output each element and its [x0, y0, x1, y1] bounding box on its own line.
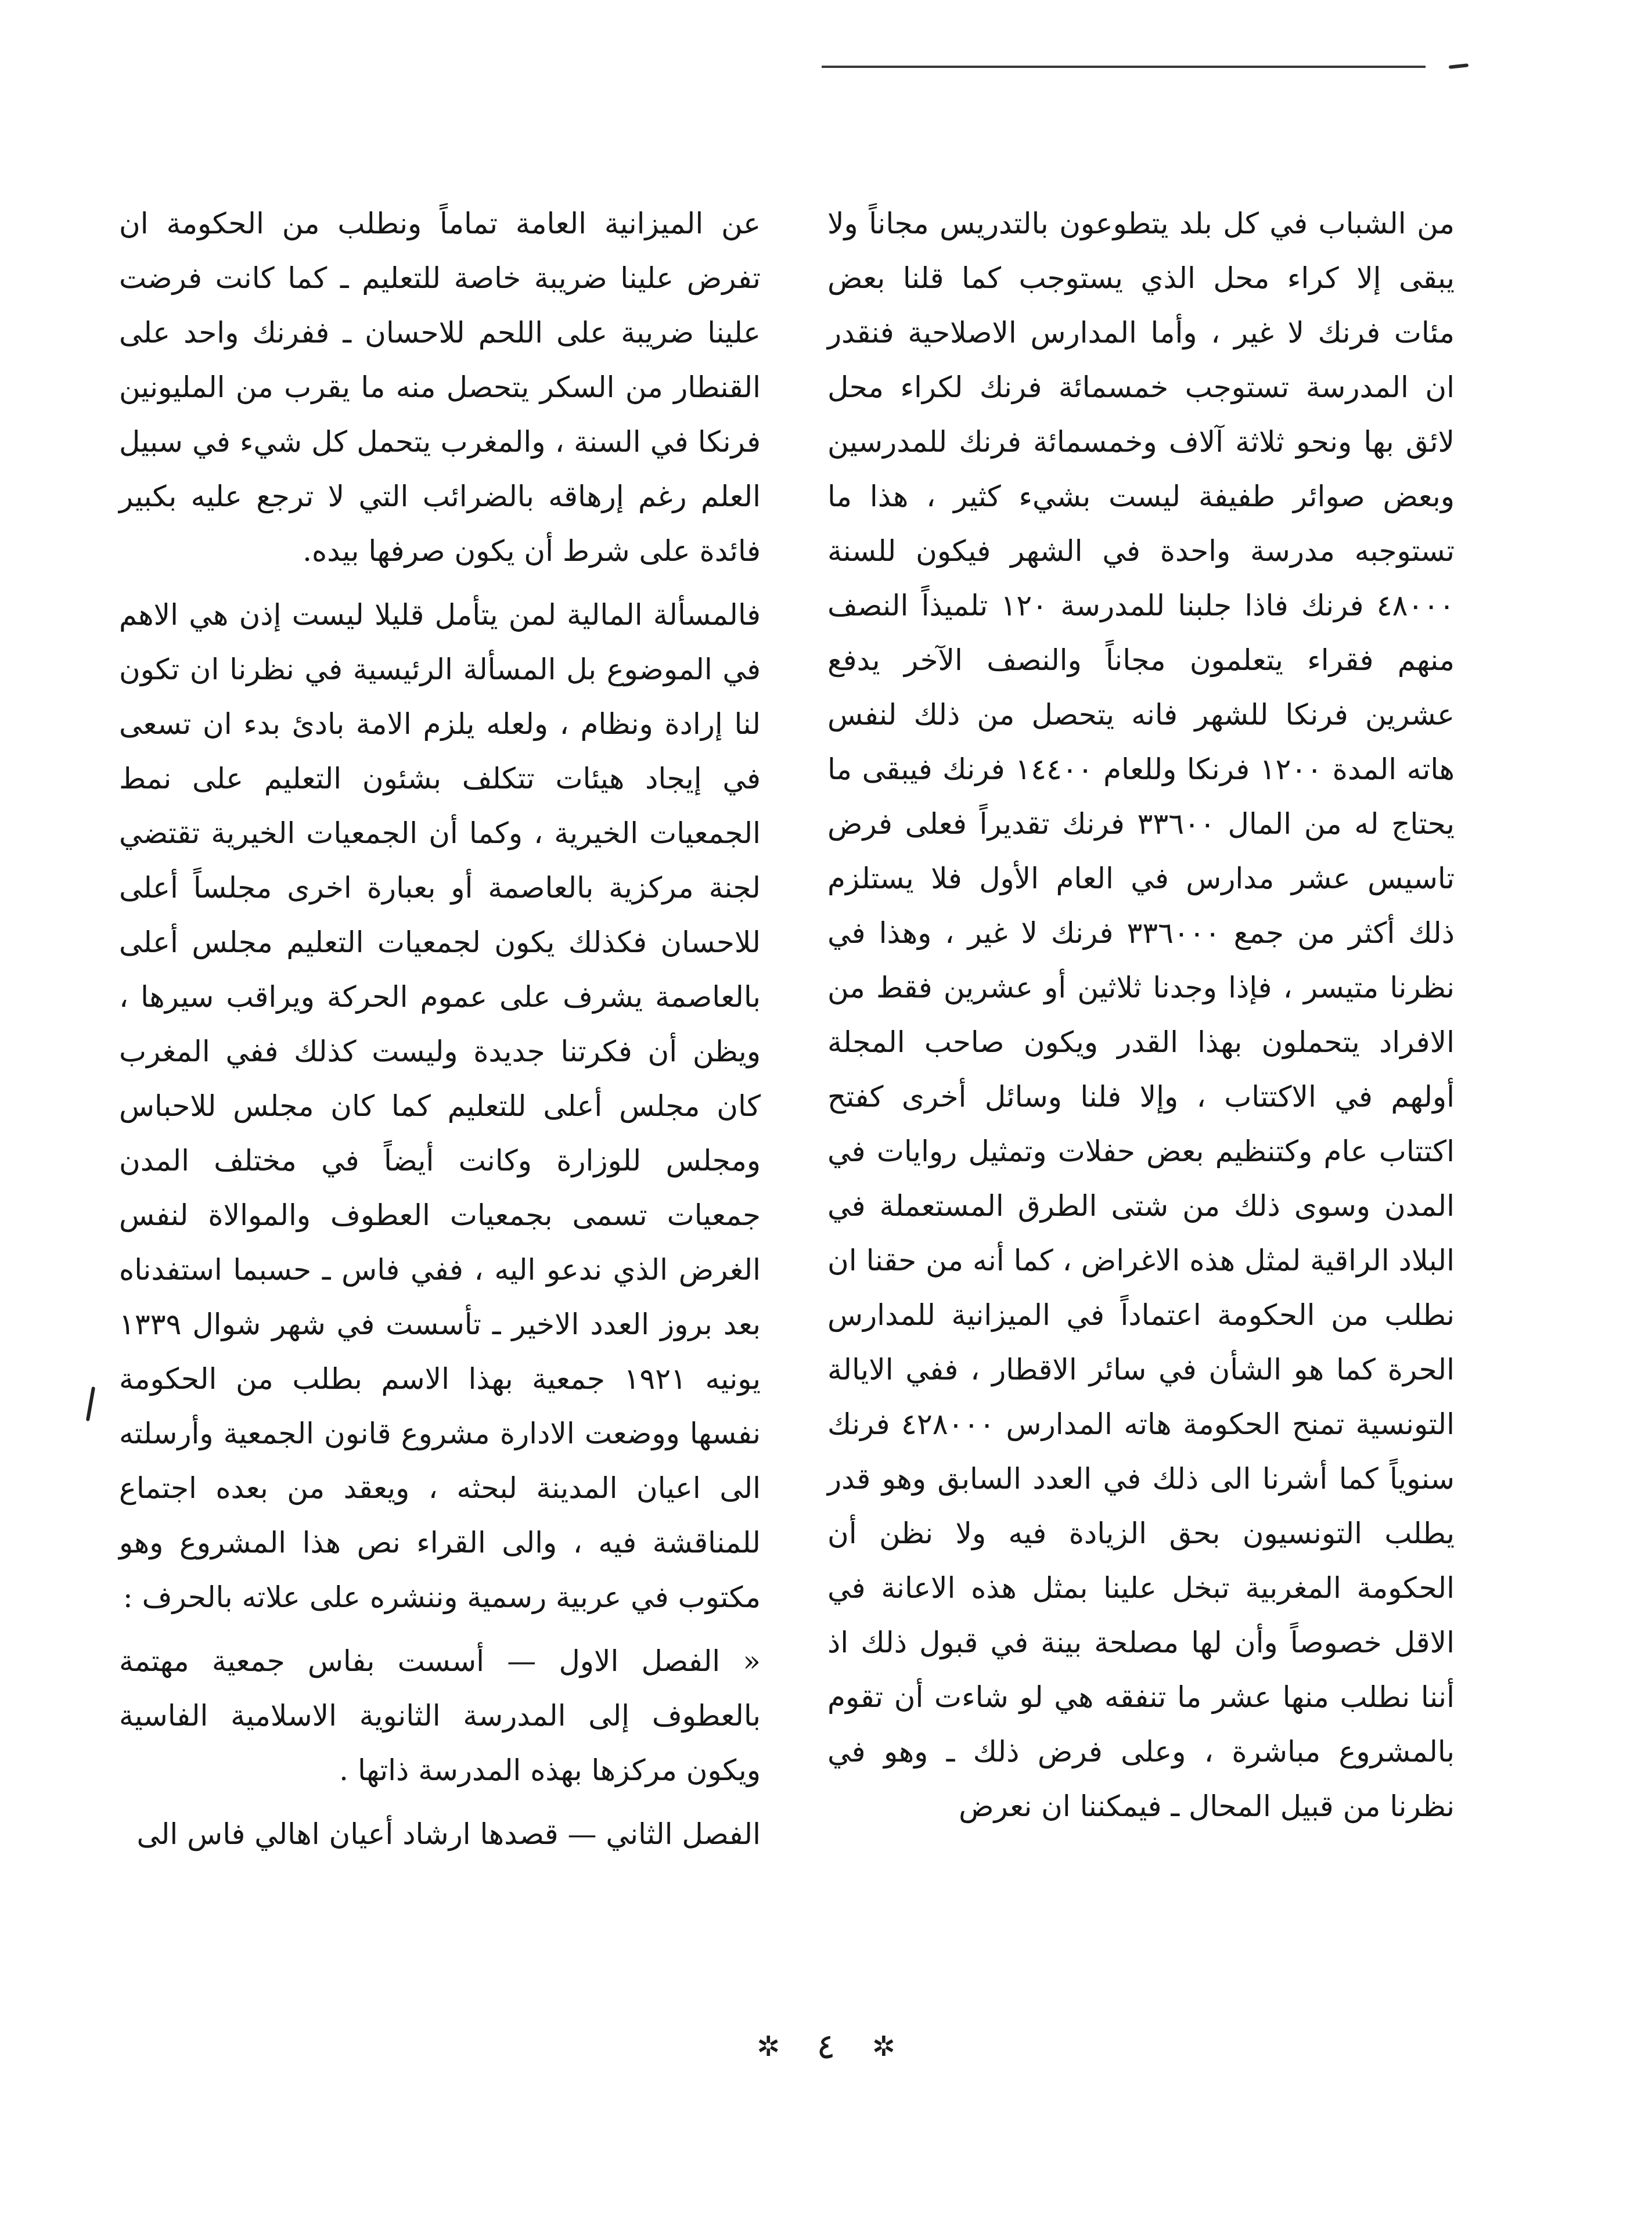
paragraph: « الفصل الاول — أسست بفاس جمعية مهتمة بالعطوف إلى المدرسة الثانوية الاسلامية الفاسية ويكون مركزها بهذه المدرسة ذاتها . [119, 1644, 761, 1787]
ornament-star-icon: ✲ [757, 2030, 780, 2063]
page-footer [0, 2022, 1652, 2070]
paragraph: من الشباب في كل بلد يتطوعون بالتدريس مجاناً ولا يبقى إلا كراء محل الذي يستوجب كما قلنا بعض مئات فرنك لا غير ، وأما المدارس الاصلاحية فنقدر ان المدرسة تستوجب خمسمائة فرنك لكراء محل لائق بها ونحو ثلاثة آلاف وخمسمائة فرنك للمدرسين وبعض صوائر طفيفة ليست بشيء كثير ، هذا ما تستوجبه مدرسة واحدة في الشهر فيكون للسنة ٤٨٠٠٠ فرنك فاذا جلبنا للمدرسة ١٢٠ تلميذاً النصف منهم فقراء يتعلمون مجاناً والنصف الآخر يدفع عشرين فرنكا للشهر فانه يتحصل من ذلك لنفس هاته المدة ١٢٠٠ فرنكا وللعام ١٤٤٠٠ فرنك فيبقى ما يحتاج له من المال ٣٣٦٠٠ فرنك تقديراً فعلى فرض تاسيس عشر مدارس في العام الأول فلا يستلزم ذلك أكثر من جمع ٣٣٦٠٠٠ فرنك لا غير ، وهذا في نظرنا متيسر ، فإذا وجدنا ثلاثين أو عشرين فقط من الافراد يتحملون بهذا القدر ويكون صاحب المجلة أولهم في الاكتتاب ، وإلا فلنا وسائل أخرى كفتح اكتتاب عام وكتنظيم بعض حفلات وتمثيل روايات في المدن وسوى ذلك من شتى الطرق المستعملة في البلاد الراقية لمثل هذه الاغراض ، كما أنه من حقنا ان نطلب من الحكومة اعتماداً في الميزانية للمدارس الحرة كما هو الشأن في سائر الاقطار ، ففي الايالة التونسية تمنح الحكومة هاته المدارس ٤٢٨٠٠٠ فرنك سنوياً كما أشرنا الى ذلك في العدد السابق وهو قدر يطلب التونسيون بحق الزيادة فيه ولا نظن أن الحكومة المغربية تبخل علينا بمثل هذه الاعانة في الاقل خصوصاً وأن لها مصلحة بينة في قبول ذلك اذ أننا نطلب منها عشر ما تنفقه هي لو شاءت أن تقوم بالمشروع مباشرة ، وعلى فرض ذلك ـ وهو في نظرنا من قبيل المحال ـ فيمكننا ان نعرض [827, 207, 1455, 1823]
paragraph: فالمسألة المالية لمن يتأمل قليلا ليست إذن هي الاهم في الموضوع بل المسألة الرئيسية في نظرنا ان تكون لنا إرادة ونظام ، ولعله يلزم الامة بادئ بدء ان تسعى في إيجاد هيئات تتكلف بشئون التعليم على نمط الجمعيات الخيرية ، وكما أن الجمعيات الخيرية تقتضي لجنة مركزية بالعاصمة أو بعبارة اخرى مجلساً أعلى للاحسان فكذلك يكون لجمعيات التعليم مجلس أعلى بالعاصمة يشرف على عموم الحركة ويراقب سيرها ، ويظن أن فكرتنا جديدة وليست كذلك ففي المغرب كان مجلس أعلى للتعليم كما كان مجلس للاحباس ومجلس للوزارة وكانت أيضاً في مختلف المدن جمعيات تسمى بجمعيات العطوف والموالاة لنفس الغرض الذي ندعو اليه ، ففي فاس ـ حسبما استفدناه بعد بروز العدد الاخير ـ تأسست في شهر شوال ١٣٣٩ يونيه ١٩٢١ جمعية بهذا الاسم بطلب من الحكومة نفسها ووضعت الادارة مشروع قانون الجمعية وأرسلته الى اعيان المدينة لبحثه ، ويعقد من بعده اجتماع للمناقشة فيه ، والى القراء نص هذا المشروع وهو مكتوب في عربية رسمية وننشره على علاته بالحرف : [119, 598, 761, 1614]
margin-mark [86, 1386, 95, 1421]
ornament-star-icon: ✲ [872, 2030, 895, 2063]
paragraph: عن الميزانية العامة تماماً ونطلب من الحكومة ان تفرض علينا ضريبة خاصة للتعليم ـ كما كانت فرضت علينا ضريبة على اللحم للاحسان ـ ففرنك واحد على القنطار من السكر يتحصل منه ما يقرب من المليونين فرنكا في السنة ، والمغرب يتحمل كل شيء في سبيل العلم رغم إرهاقه بالضرائب التي لا ترجع عليه بكبير فائدة على شرط أن يكون صرفها بيده. [119, 207, 761, 568]
paragraph: الفصل الثاني — قصدها ارشاد أعيان اهالي فاس الى [136, 1817, 761, 1851]
page-number: ٤ [816, 2026, 836, 2068]
right-column [827, 196, 1455, 1834]
header-rule [822, 66, 1426, 68]
corner-mark [1449, 63, 1469, 69]
left-column [119, 196, 761, 1861]
